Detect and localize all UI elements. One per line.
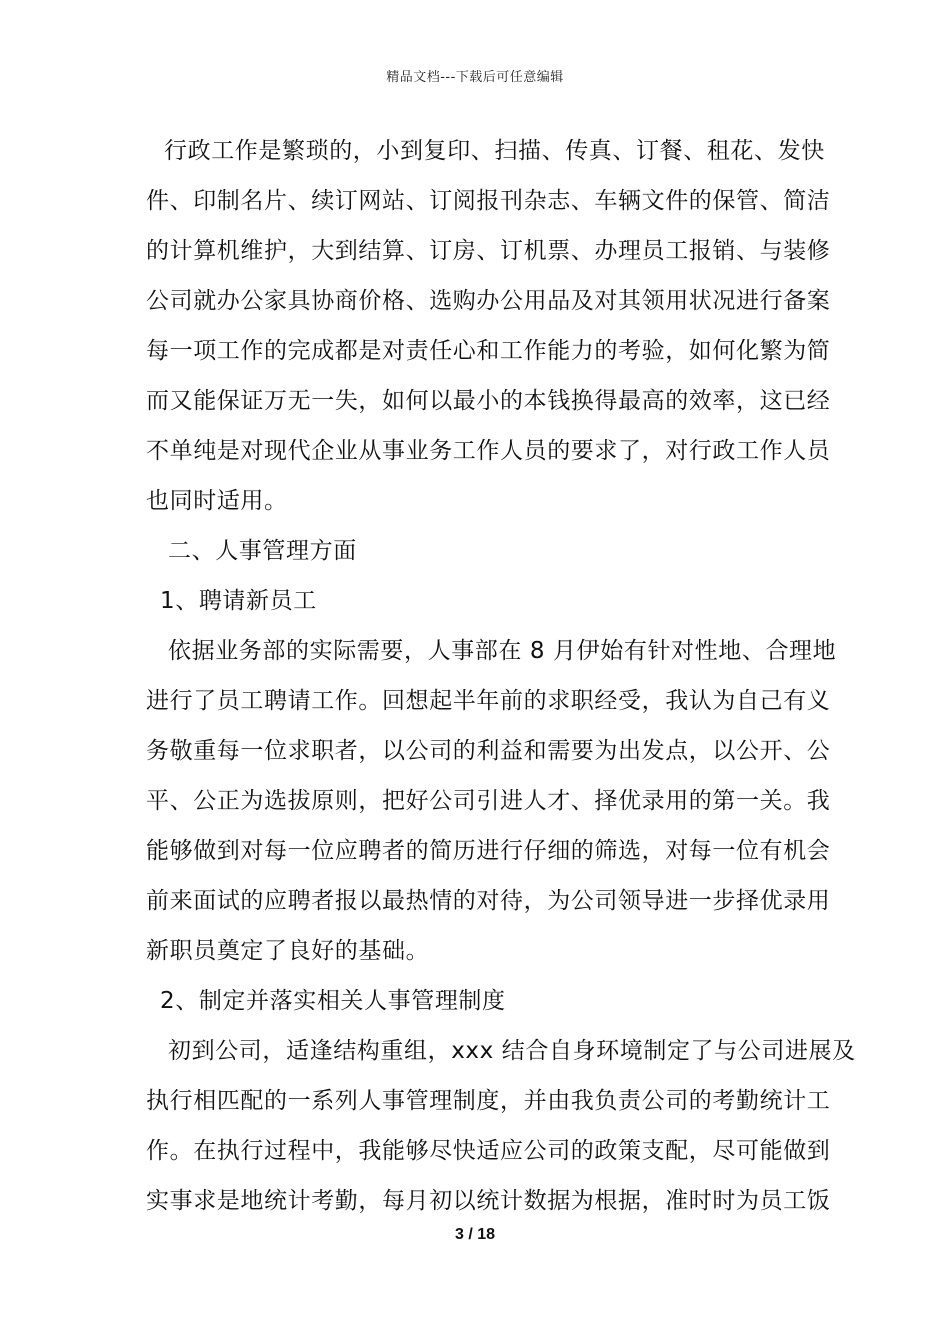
- paragraph-line: 件、印制名片、续订网站、订阅报刊杂志、车辆文件的保管、简洁: [146, 188, 831, 214]
- paragraph-line: 的计算机维护，大到结算、订房、订机票、办理员工报销、与装修: [146, 238, 831, 264]
- paragraph-line: 也同时适用。: [146, 488, 288, 514]
- paragraph-line: 依据业务部的实际需要，人事部在 8 月伊始有针对性地、合理地: [168, 638, 837, 664]
- paragraph-line: 平、公正为选拔原则，把好公司引进人才、择优录用的第一关。我: [146, 788, 831, 814]
- paragraph-line: 公司就办公家具协商价格、选购办公用品及对其领用状况进行备案: [146, 288, 831, 314]
- paragraph-line: 不单纯是对现代企业从事业务工作人员的要求了，对行政工作人员: [146, 438, 831, 464]
- paragraph-line: 新职员奠定了良好的基础。: [146, 938, 430, 964]
- paragraph-line: 前来面试的应聘者报以最热情的对待，为公司领导进一步择优录用: [146, 888, 831, 914]
- paragraph-line: 执行相匹配的一系列人事管理制度，并由我负责公司的考勤统计工: [146, 1088, 831, 1114]
- page-number: 3 / 18: [454, 1226, 496, 1243]
- paragraph-line: 实事求是地统计考勤，每月初以统计数据为根据，准时时为员工饭: [146, 1188, 831, 1214]
- body-text: [146, 126, 856, 1226]
- subsection-heading: 2、制定并落实相关人事管理制度: [160, 988, 506, 1014]
- paragraph-line: 而又能保证万无一失，如何以最小的本钱换得最高的效率，这已经: [146, 388, 831, 414]
- paragraph-line: 能够做到对每一位应聘者的简历进行仔细的筛选，对每一位有机会: [146, 838, 831, 864]
- page-header: 精品文档---下载后可任意编辑: [386, 70, 564, 85]
- paragraph-line: 每一项工作的完成都是对责任心和工作能力的考验，如何化繁为简: [146, 338, 831, 364]
- paragraph-line: 作。在执行过程中，我能够尽快适应公司的政策支配，尽可能做到: [146, 1138, 831, 1164]
- paragraph-line: 务敬重每一位求职者，以公司的利益和需要为出发点，以公开、公: [146, 738, 831, 764]
- paragraph-line: 行政工作是繁琐的，小到复印、扫描、传真、订餐、租花、发快: [164, 138, 825, 164]
- paragraph-line: 初到公司，适逢结构重组，xxx 结合自身环境制定了与公司进展及: [168, 1038, 856, 1064]
- section-heading: 二、人事管理方面: [168, 538, 357, 564]
- paragraph-line: 进行了员工聘请工作。回想起半年前的求职经受，我认为自己有义: [146, 688, 831, 714]
- subsection-heading: 1、聘请新员工: [160, 588, 317, 614]
